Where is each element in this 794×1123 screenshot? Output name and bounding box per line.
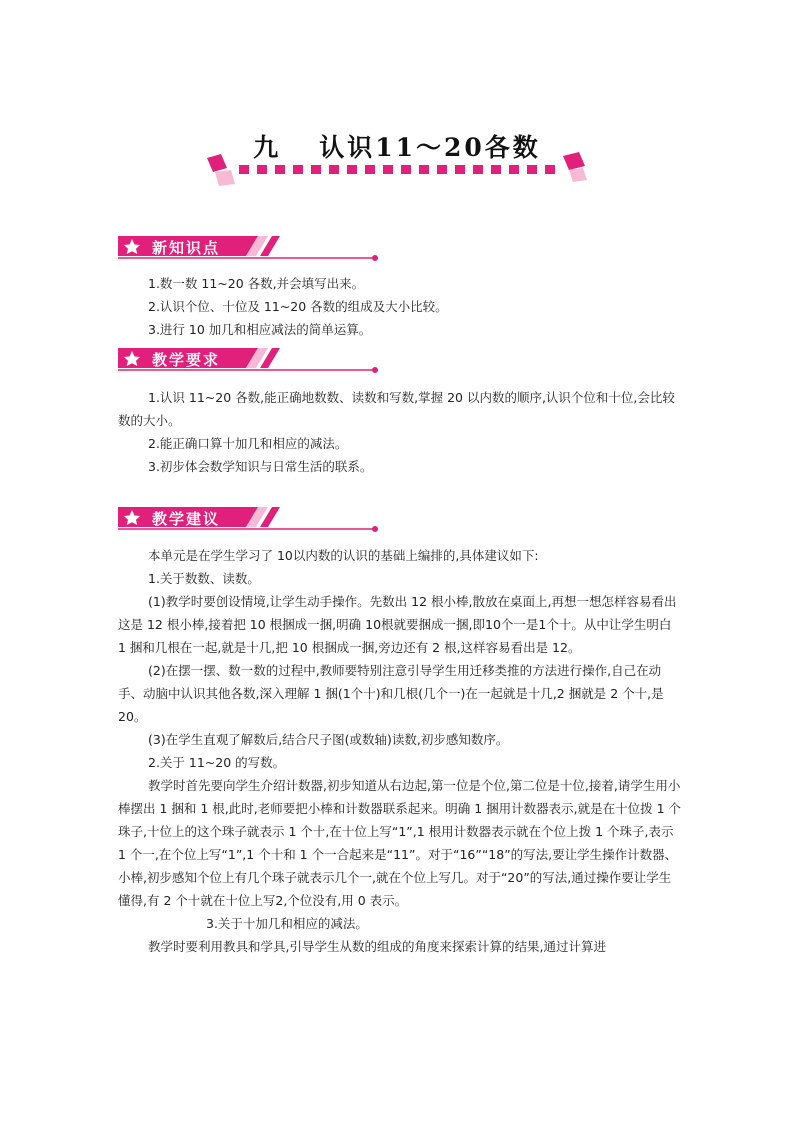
paragraph: 教学时首先要向学生介绍计数器,初步知道从右边起,第一位是个位,第二位是十位,接着,请学生用小棒摆出 1 捆和 1 根,此时,老师要把小棒和计数器联系起来。明确 1 捆用计数器表示,就是在十位拨 1 个珠子,十位上的这个珠子就表示 1 个十,在十位上写“1”,1 根用计数器表示就在个位上拨 1 个珠子,表示 1 个一,在个位上写“1”,1 个十和 1 个一合起来是“11”。对于“16”“18”的写法,要让学生操作计数器、小棒,初步感知个位上有几个珠子就表示几个一,就在个位上写几。对于“20”的写法,通过操作要让学生懂得,有 2 个十就在十位上写2,个位没有,用 0 表示。 [118,778,682,908]
list-item: 2.能正确口算十加几和相应的减法。 [148,436,348,451]
section-header-requirements [118,348,380,374]
suggestions-body [118,544,683,958]
list-item: 3.进行 10 加几和相应减法的简单运算。 [148,322,372,337]
paragraph: (3)在学生直观了解数后,结合尺子图(或数轴)读数,初步感知数序。 [148,732,509,747]
chapter-number: 九 [253,133,282,162]
title-decoration [205,150,590,190]
section-title: 新知识点 [152,239,221,257]
chapter-title: 认识11～20各数 [319,133,541,162]
paragraph: (1)教学时要创设情境,让学生动手操作。先数出 12 根小棒,散放在桌面上,再想一想怎样容易看出这是 12 根小棒,接着把 10 根捆成一捆,明确 10根就要捆成一捆,即10个一是1个十。从中让学生明白 1 捆和几根在一起,就是十几,把 10 根捆成一捆,旁边还有 2 根,这样容易看出是 12。 [118,594,677,655]
list-item: 1.数一数 11~20 各数,并会填写出来。 [148,276,365,291]
requirements-list [118,386,683,478]
list-item: 3.初步体会数学知识与日常生活的联系。 [148,459,373,474]
section-header-knowledge [118,236,380,262]
list-item: 1.认识 11~20 各数,能正确地数数、读数和写数,掌握 20 以内数的顺序,认识个位和十位,会比较数的大小。 [118,390,675,428]
section-title: 教学要求 [152,351,221,369]
list-item: 2.认识个位、十位及 11~20 各数的组成及大小比较。 [148,299,448,314]
knowledge-list [118,272,683,341]
paragraph: 本单元是在学生学习了 10以内数的认识的基础上编排的,具体建议如下: [148,548,539,563]
section-title: 教学建议 [152,510,221,528]
paragraph: (2)在摆一摆、数一数的过程中,教师要特别注意引导学生用迁移类推的方法进行操作,自己在动手、动脑中认识其他各数,深入理解 1 捆(1个十)和几根(几个一)在一起就是十几,2 捆就是 2 个十,是 20。 [118,663,664,724]
subheading: 3.关于十加几和相应的减法。 [206,916,368,931]
subheading: 2.关于 11~20 的写数。 [148,755,286,770]
subheading: 1.关于数数、读数。 [148,571,260,586]
paragraph: 教学时要利用教具和学具,引导学生从数的组成的角度来探索计算的结果,通过计算进 [148,939,606,954]
section-header-suggestions [118,507,380,533]
